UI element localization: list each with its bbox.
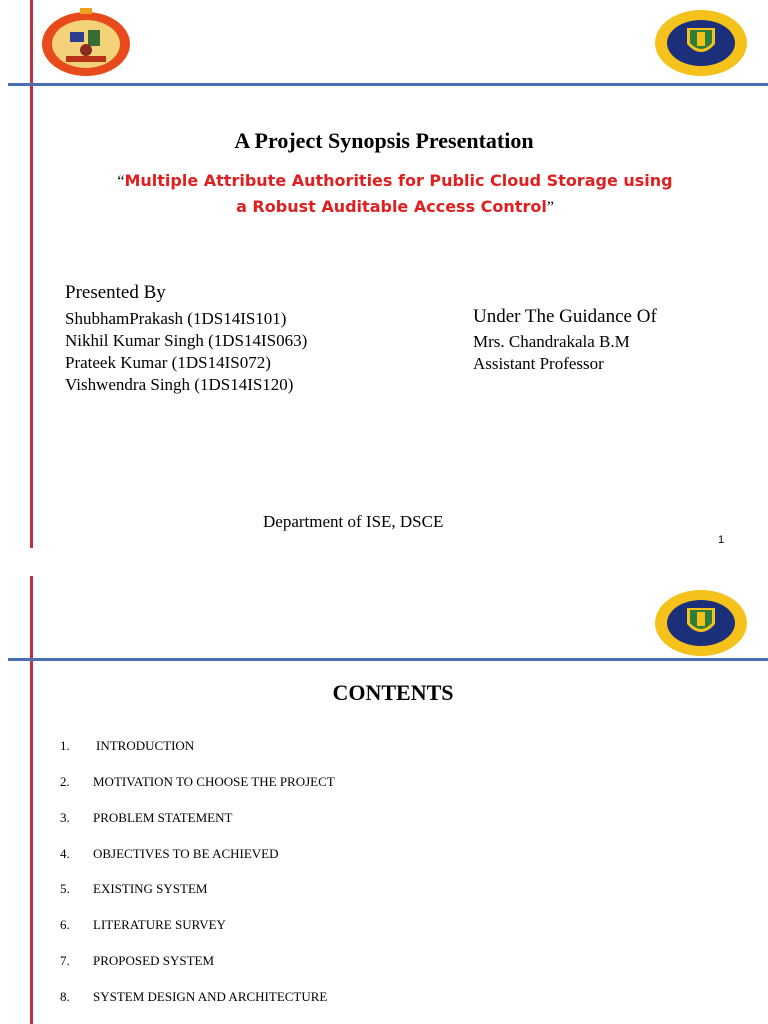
toc-item (60, 917, 226, 933)
toc-label: SYSTEM DESIGN AND ARCHITECTURE (93, 989, 328, 1004)
project-title (0, 168, 768, 195)
toc-number: 4. (60, 846, 70, 861)
presentation-title: A Project Synopsis Presentation (234, 128, 534, 153)
department-label: Department of ISE, DSCE (263, 512, 444, 531)
guide-name: Mrs. Chandrakala B.M (473, 332, 630, 351)
dayananda-sagar-institutions-seal-icon (653, 8, 749, 78)
top-blue-rule (8, 83, 768, 86)
toc-label: PROBLEM STATEMENT (93, 810, 233, 825)
presenter-item: ShubhamPrakash (1DS14IS101) (65, 309, 287, 328)
toc-item (60, 989, 327, 1005)
toc-label: LITERATURE SURVEY (93, 917, 226, 932)
toc-label: INTRODUCTION (96, 738, 195, 753)
close-quote: ” (546, 199, 554, 216)
toc-number: 1. (60, 738, 70, 753)
toc-label: OBJECTIVES TO BE ACHIEVED (93, 846, 279, 861)
dayananda-sagar-institutions-seal-icon (653, 588, 749, 658)
presented-by-heading: Presented By (65, 282, 166, 303)
toc-number: 2. (60, 774, 70, 789)
toc-number: 3. (60, 810, 70, 825)
left-red-rule (30, 576, 33, 1024)
toc-label: EXISTING SYSTEM (93, 881, 208, 896)
project-title-line1: Multiple Attribute Authorities for Public Cloud Storage using (124, 171, 673, 190)
guide-info (473, 331, 630, 375)
toc-item (60, 738, 194, 754)
contents-heading: CONTENTS (332, 680, 454, 705)
open-quote: “ (117, 173, 125, 190)
toc-item (60, 810, 232, 826)
toc-label: MOTIVATION TO CHOOSE THE PROJECT (93, 774, 335, 789)
toc-label: PROPOSED SYSTEM (93, 953, 215, 968)
toc-number: 7. (60, 953, 70, 968)
toc-item (60, 953, 214, 969)
page-number: 1 (718, 534, 725, 546)
top-blue-rule (8, 658, 768, 661)
presenter-item: Prateek Kumar (1DS14IS072) (65, 353, 271, 372)
project-title-2 (0, 194, 768, 221)
presenter-item: Vishwendra Singh (1DS14IS120) (65, 375, 294, 394)
toc-item (60, 846, 279, 862)
toc-number: 8. (60, 989, 70, 1004)
toc-item (60, 881, 207, 897)
presenter-list (65, 308, 307, 396)
guidance-heading: Under The Guidance Of (473, 306, 657, 327)
presenter-item: Nikhil Kumar Singh (1DS14IS063) (65, 331, 308, 350)
project-title-line2: a Robust Auditable Access Control (236, 197, 547, 216)
slide-contents (0, 576, 768, 1024)
toc-item (60, 774, 335, 790)
guide-designation: Assistant Professor (473, 354, 604, 373)
toc-number: 6. (60, 917, 70, 932)
toc-number: 5. (60, 881, 70, 896)
university-emblem-icon (40, 6, 132, 78)
